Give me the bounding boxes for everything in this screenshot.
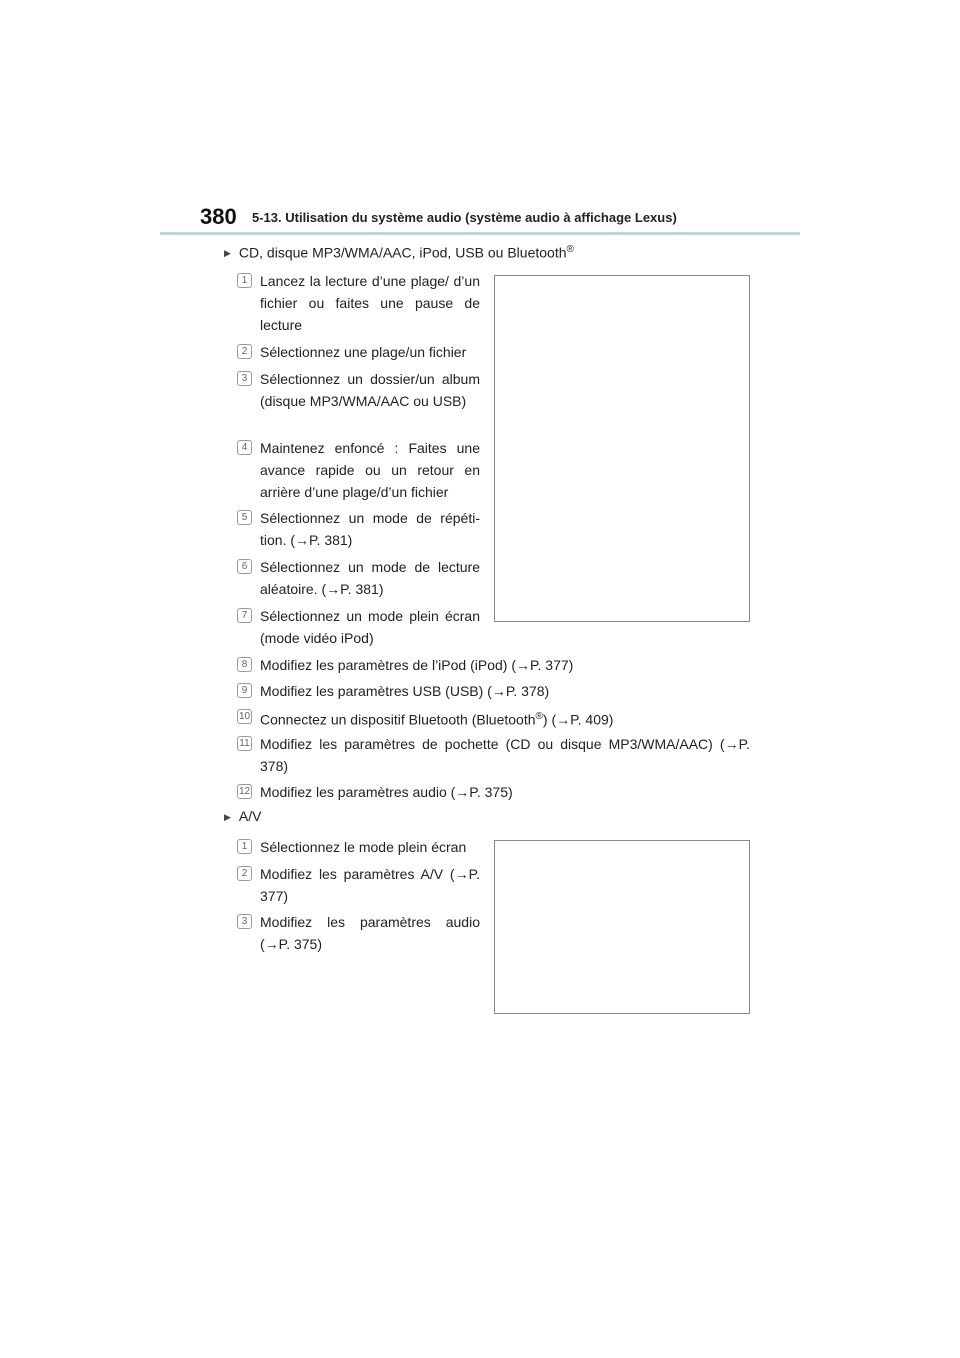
item-number-badge: 2 [237,866,252,881]
list-item: 12 Modifiez les paramètres audio (→P. 375) [238,784,513,800]
triangle-bullet-icon: ▶ [224,812,231,822]
item-number-badge: 12 [237,784,252,799]
list-item: 5 Sélectionnez un mode de répéti-tion. (→P. 381) [237,507,480,551]
header-rule [160,232,800,235]
item-number-badge: 1 [237,273,252,288]
list-item: 2 Modifiez les paramètres A/V (→P. 377) [237,863,480,907]
cd-screen-illustration [494,275,750,622]
list-item: 3 Sélectionnez un dossier/un album (disque MP3/WMA/AAC ou USB) [237,368,480,412]
item-number-badge: 11 [237,736,252,751]
item-number-badge: 2 [237,344,252,359]
item-number-badge: 9 [237,683,252,698]
subsection-cd-title: ▶ CD, disque MP3/WMA/AAC, iPod, USB ou Bluetooth® [224,244,574,261]
item-number-badge: 1 [237,839,252,854]
item-number-badge: 3 [237,914,252,929]
item-number-badge: 5 [237,510,252,525]
list-item: 2 Sélectionnez une plage/un fichier [237,341,480,363]
list-item: 1 Lancez la lecture d’une plage/ d’un fichier ou faites une pause de lecture [237,270,480,336]
list-item: 10 Connectez un dispositif Bluetooth (Bluetooth®) (→P. 409) [238,710,614,728]
list-item: 9 Modifiez les paramètres USB (USB) (→P. 378) [237,680,750,702]
av-screen-illustration [494,840,750,1014]
page-number: 380 [200,204,237,229]
list-item: 3 Modifiez les paramètres audio (→P. 375) [237,911,480,955]
item-number-badge: 10 [237,709,252,724]
list-item: 4 Maintenez enfoncé : Faites une avance rapide ou un retour en arrière d’une plage/d’un fichier [237,437,480,503]
item-number-badge: 3 [237,371,252,386]
list-item: 6 Sélectionnez un mode de lecture aléatoire. (→P. 381) [237,556,480,600]
item-number-badge: 6 [237,559,252,574]
item-number-badge: 8 [237,657,252,672]
list-item: 8 Modifiez les paramètres de l’iPod (iPod) (→P. 377) [237,654,750,676]
subsection-av-title: ▶ A/V [224,808,262,824]
list-item: 7 Sélectionnez un mode plein écran (mode vidéo iPod) [237,605,480,649]
triangle-bullet-icon: ▶ [224,248,231,258]
item-number-badge: 7 [237,608,252,623]
item-number-badge: 4 [237,440,252,455]
section-title: 5-13. Utilisation du système audio (système audio à affichage Lexus) [252,210,677,225]
page-header [160,200,800,236]
list-item: 1 Sélectionnez le mode plein écran [237,836,480,858]
list-item: 11 Modifiez les paramètres de pochette (CD ou disque MP3/WMA/AAC) (→P. 378) [237,733,750,777]
